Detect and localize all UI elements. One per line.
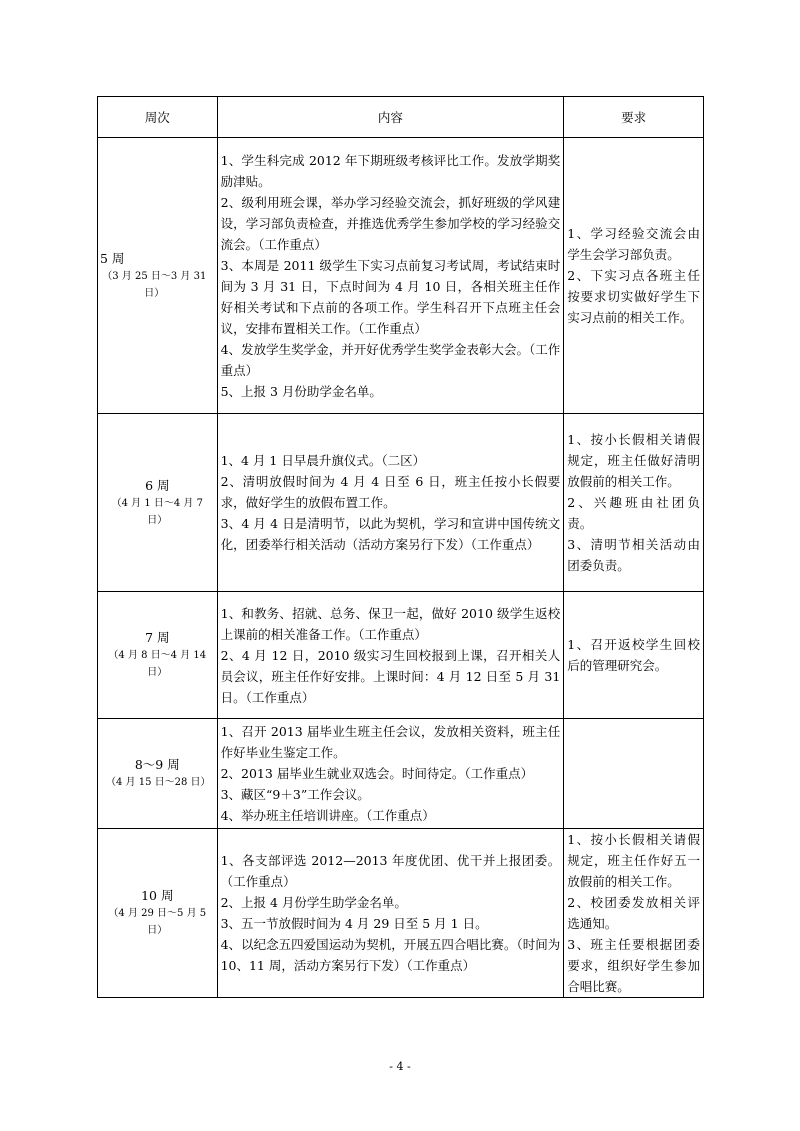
requirements-cell	[564, 829, 704, 998]
content-cell	[217, 829, 564, 998]
requirements-cell	[564, 138, 704, 414]
table-row	[98, 414, 704, 592]
content-item: 3、4 月 4 日是清明节，以此为契机，学习和宣讲中国传统文化，团委举行相关活动（活动方案另行下发）（工作重点）	[220, 516, 561, 552]
requirements-cell	[564, 592, 704, 719]
content-item: 2、上报 4 月份学生助学金名单。	[220, 895, 407, 910]
content-item: 3、五一节放假时间为 4 月 29 日至 5 月 1 日。	[220, 916, 488, 931]
week-cell	[98, 592, 218, 719]
requirement-item: 3、清明节相关活动由团委负责。	[567, 537, 700, 573]
table-row	[98, 719, 704, 829]
requirement-item: 1、按小长假相关请假规定，班主任做好清明放假前的相关工作。	[567, 432, 700, 489]
page-number: - 4 -	[389, 1060, 411, 1073]
requirement-item: 2、校团委发放相关评选通知。	[567, 895, 700, 931]
requirement-item: 1、召开返校学生回校后的管理研究会。	[567, 637, 700, 673]
content-item: 2、级利用班会课，举办学习经验交流会，抓好班级的学风建设，学习部负责检查，并推选优秀学生参加学校的学习经验交流会。（工作重点）	[220, 194, 561, 252]
week-cell	[98, 414, 218, 592]
schedule-table	[97, 96, 704, 998]
week-label: 5 周	[100, 250, 125, 266]
requirement-item: 2、兴趣班由社团负责。	[567, 495, 700, 531]
content-item: 3、本周是 2011 级学生下实习点前复习考试周，考试结束时间为 3 月 31 日，下点时间为 4 月 10 日，各相关班主任作好相关考试和下点前的各项工作。学生科召开下点班主任会议，安排布置相关工作。（工作重点）	[220, 257, 561, 336]
content-item: 5、上报 3 月份助学金名单。	[220, 383, 382, 399]
table-row	[98, 592, 704, 719]
content-cell	[217, 414, 564, 592]
table-row	[98, 829, 704, 998]
content-item: 4、以纪念五四爱国运动为契机，开展五四合唱比赛。（时间为 10、11 周，活动方案另行下发）（工作重点）	[220, 937, 561, 973]
requirements-cell	[564, 719, 704, 829]
week-date-range: （4 月 15 日～28 日）	[106, 777, 211, 788]
content-cell	[217, 138, 564, 414]
requirement-item: 3、班主任要根据团委要求，组织好学生参加合唱比赛。	[567, 937, 700, 994]
content-cell	[217, 592, 564, 719]
content-item: 1、召开 2013 届毕业生班主任会议，发放相关资料，班主任作好毕业生鉴定工作。	[220, 724, 561, 760]
header-content: 内容	[217, 97, 564, 138]
requirement-item: 1、按小长假相关请假规定，班主任作好五一放假前的相关工作。	[567, 832, 700, 889]
week-date-range: （4 月 8 日～4 月 14 日）	[108, 650, 207, 678]
content-item: 2、4 月 12 日，2010 级实习生回校报到上课，召开相关人员会议，班主任作好安排。上课时间：4 月 12 日至 5 月 31 日。（工作重点）	[220, 647, 561, 705]
header-row	[98, 97, 704, 138]
week-cell	[98, 829, 218, 998]
header-requirements: 要求	[564, 97, 704, 138]
header-week: 周次	[98, 97, 218, 138]
requirements-cell	[564, 414, 704, 592]
content-item: 1、和教务、招就、总务、保卫一起，做好 2010 级学生返校上课前的相关准备工作。（工作重点）	[220, 605, 561, 642]
week-cell	[98, 138, 218, 414]
content-item: 4、发放学生奖学金，并开好优秀学生奖学金表彰大会。（工作重点）	[220, 341, 561, 378]
week-label: 7 周	[145, 630, 170, 645]
table-row	[98, 138, 704, 414]
content-item: 4、举办班主任培训讲座。（工作重点）	[220, 808, 435, 823]
content-item: 3、藏区“9＋3”工作会议。	[220, 787, 370, 802]
week-date-range: （3 月 25 日～3 月 31 日）	[102, 270, 207, 299]
week-date-range: （4 月 29 日～5 月 5 日）	[108, 908, 207, 936]
requirement-item: 2、下实习点各班主任按要求切实做好学生下实习点前的相关工作。	[567, 268, 700, 325]
week-label: 8～9 周	[134, 757, 180, 772]
requirement-item: 1、学习经验交流会由学生会学习部负责。	[567, 226, 700, 262]
week-date-range: （4 月 1 日～4 月 7 日）	[111, 497, 203, 526]
content-item: 1、4 月 1 日早晨升旗仪式。（二区）	[220, 453, 426, 468]
content-item: 2、2013 届毕业生就业双选会。时间待定。（工作重点）	[220, 766, 534, 781]
content-item: 1、学生科完成 2012 年下期班级考核评比工作。发放学期奖励津贴。	[220, 152, 561, 189]
content-item: 2、清明放假时间为 4 月 4 日至 6 日，班主任按小长假要求，做好学生的放假布置工作。	[220, 474, 561, 510]
week-label: 10 周	[141, 888, 174, 903]
content-item: 1、各支部评选 2012—2013 年度优团、优干并上报团委。（工作重点）	[220, 853, 561, 889]
week-label: 6 周	[145, 477, 170, 493]
content-cell	[217, 719, 564, 829]
week-cell	[98, 719, 218, 829]
